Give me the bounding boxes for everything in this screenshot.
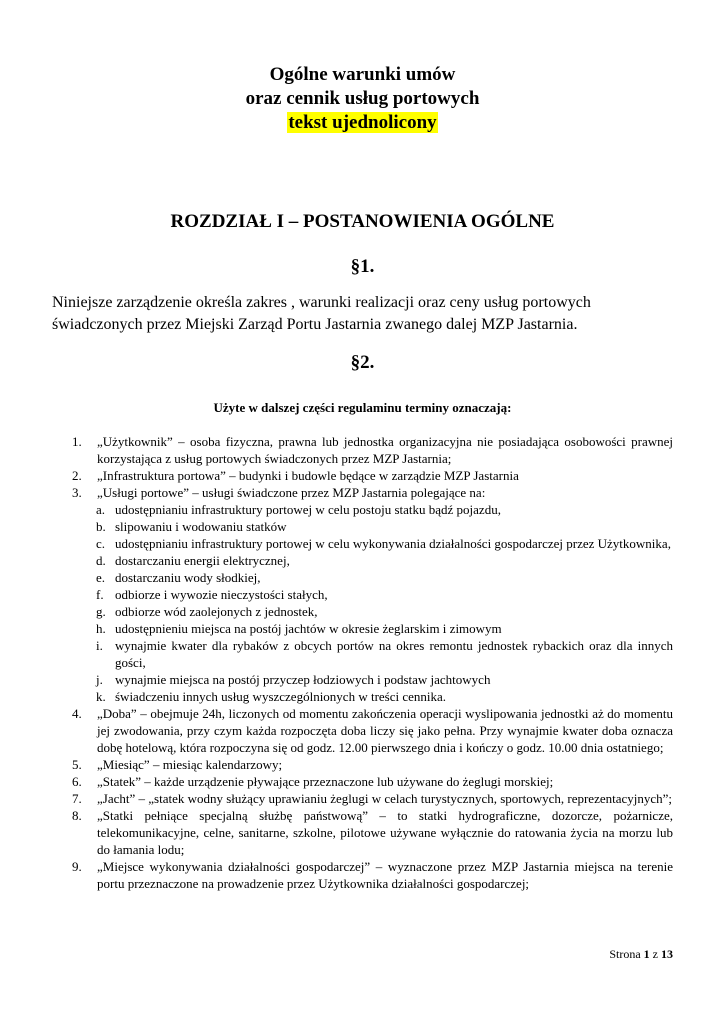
sub-list-item: d. dostarczaniu energii elektrycznej,: [96, 553, 290, 568]
title-line-1: Ogólne warunki umów: [269, 64, 456, 85]
list-item: 3. „Usługi portowe” – usługi świadczone przez MZP Jastarnia polegające na:: [72, 485, 486, 500]
sub-list-item: c. udostępnianiu infrastruktury portowej w celu wykonywania działalności gospodarczej przez Użytkownika,: [96, 536, 671, 551]
sub-list-item: e. dostarczaniu wody słodkiej,: [96, 570, 261, 585]
list-item: 5. „Miesiąc” – miesiąc kalendarzowy;: [72, 757, 283, 772]
footer-page-number: 1: [643, 947, 650, 961]
sub-list-item: b. slipowaniu i wodowaniu statków: [96, 519, 287, 534]
title-line-3-highlighted: tekst ujednolicony: [288, 112, 437, 133]
section-2-heading: §2.: [350, 352, 375, 373]
sub-list-item: f. odbiorze i wywozie nieczystości stałych,: [96, 587, 328, 602]
sub-list-item: g. odbiorze wód zaolejonych z jednostek,: [96, 604, 318, 619]
page-footer: [609, 947, 673, 962]
list-item: 9. „Miejsce wykonywania działalności gospodarczej” – wyznaczone przez MZP Jastarnia miejsca na terenie portu przeznaczone na prowadzenie przez Użytkownika działalności gospodarczej;: [72, 859, 673, 891]
list-item: 8. „Statki pełniące specjalną służbę państwową” – to statki hydrograficzne, dozorcze, pożarnicze, telekomunikacyjne, celne, sanitarne, szkolne, pilotowe używane wyłącznie do ratowania życia na morzu lub do łamania lodu;: [72, 808, 673, 857]
sub-list-item: a. udostępnianiu infrastruktury portowej w celu postoju statku bądź pojazdu,: [96, 502, 501, 517]
footer-of: z: [652, 947, 658, 961]
list-item: 4. „Doba” – obejmuje 24h, liczonych od momentu zakończenia operacji wyslipowania jednostki aż do momentu jej zwodowania, przy czym każda rozpoczęta doba liczy się jako pełna. Przy wynajmie kwater doba oznacza dobę hotelową, która rozpoczyna się od godz. 12.00 pierwszego dnia i kończy o godz. 10.00 dnia ostatniego;: [72, 706, 673, 755]
footer-label: Strona: [609, 947, 641, 961]
list-item: 7. „Jacht” – „statek wodny służący uprawianiu żeglugi w celach turystycznych, sportowych, reprezentacyjnych”;: [72, 791, 673, 806]
chapter-heading: ROZDZIAŁ I – POSTANOWIENIA OGÓLNE: [170, 211, 555, 232]
section-1-text: Niniejsze zarządzenie określa zakres , warunki realizacji oraz ceny usług portowych świadczonych przez Miejski Zarząd Portu Jastarnia zwanego dalej MZP Jastarnia.: [52, 294, 591, 333]
list-item: 2. „Infrastruktura portowa” – budynki i budowle będące w zarządzie MZP Jastarnia: [72, 468, 519, 483]
definitions-list: [72, 433, 673, 892]
section-2-subheading: Użyte w dalszej części regulaminu terminy oznaczają:: [213, 400, 512, 415]
document-title: [0, 63, 725, 135]
footer-total-pages: 13: [661, 947, 673, 961]
sub-list-item: h. udostępnieniu miejsca na postój jachtów w okresie żeglarskim i zimowym: [96, 621, 502, 636]
sub-list-item: k. świadczeniu innych usług wyszczególnionych w treści cennika.: [96, 689, 447, 704]
title-line-2: oraz cennik usług portowych: [245, 88, 480, 109]
sub-list-item: j. wynajmie miejsca na postój przyczep łodziowych i podstaw jachtowych: [96, 672, 491, 687]
sub-list-item: i. wynajmie kwater dla rybaków z obcych portów na okres remontu jednostek rybackich oraz dla innych gości,: [96, 638, 673, 670]
section-1-heading: §1.: [350, 256, 375, 277]
list-item: 1. „Użytkownik” – osoba fizyczna, prawna lub jednostka organizacyjna nie posiadająca osobowości prawnej korzystająca z usług portowych świadczonych przez MZP Jastarnia;: [72, 434, 673, 466]
list-item: 6. „Statek” – każde urządzenie pływające przeznaczone lub używane do żeglugi morskiej;: [72, 774, 554, 789]
